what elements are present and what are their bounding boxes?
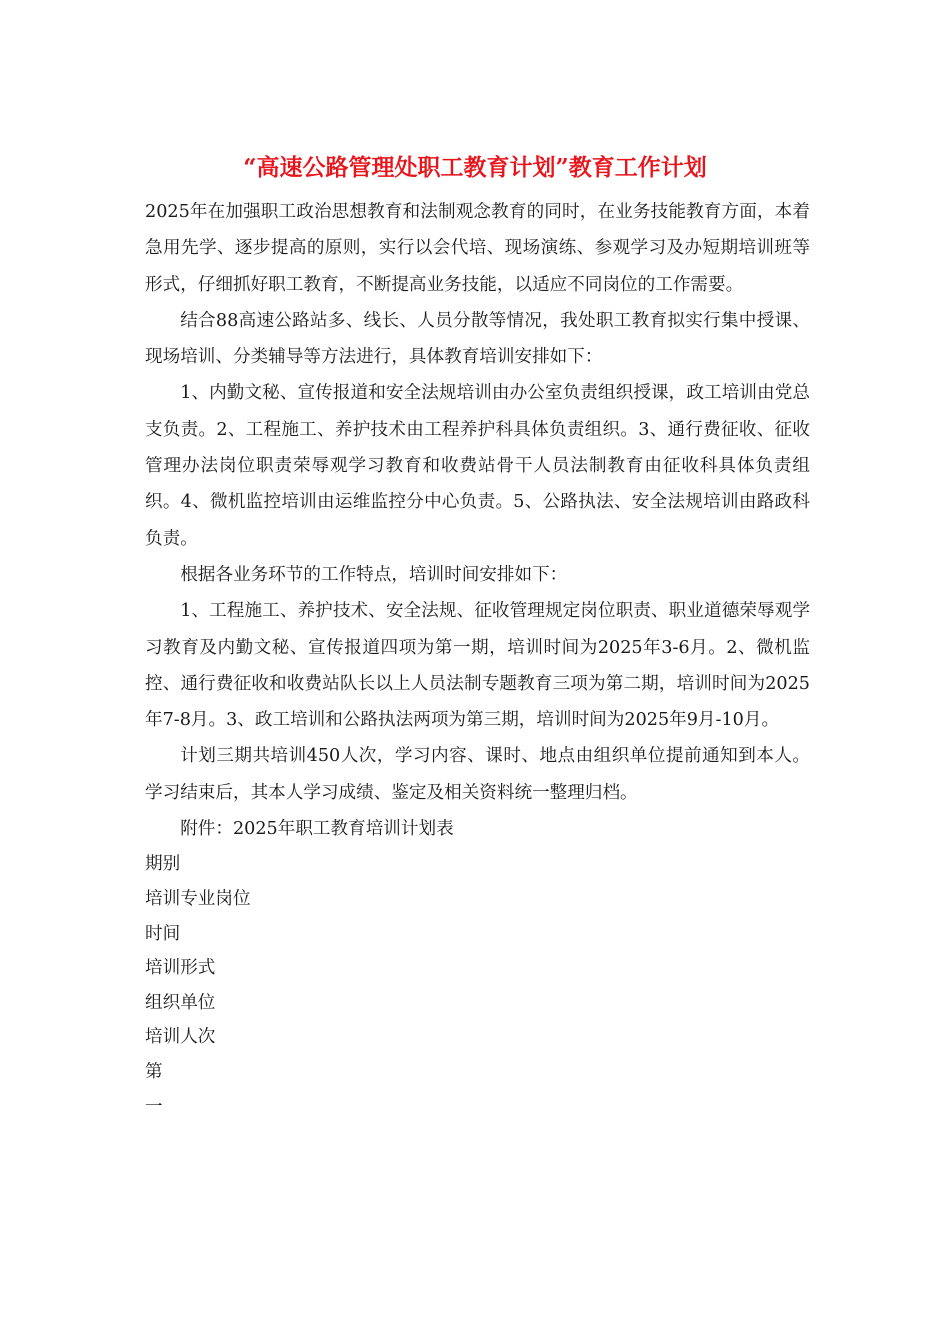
table-header-form: 培训形式 [145,958,216,979]
paragraph-schedule: 1、工程施工、养护技术、安全法规、征收管理规定岗位职责、职业道德荣辱观学习教育及内勤文秘、宣传报道四项为第一期，培训时间为2025年3-6月。2、微机监控、通行费征收和收费站队长以上人员法制专题教育三项为第二期，培训时间为2025年7-8月。3、政工培训和公路执法两项为第三期，培训时间为2025年9月-10月。 [145,601,810,731]
table-cell-di: 第 [145,1061,163,1082]
paragraph-total: 计划三期共培训450人次，学习内容、课时、地点由组织单位提前通知到本人。学习结束后，其本人学习成绩、鉴定及相关资料统一整理归档。 [145,746,810,803]
document-title: “高速公路管理处职工教育计划”教育工作计划 [243,154,707,181]
paragraph-method: 结合88高速公路站多、线长、人员分散等情况，我处职工教育拟实行集中授课、现场培训、分类辅导等方法进行，具体教育培训安排如下： [145,310,810,368]
paragraph-schedule-intro: 根据各业务环节的工作特点，培训时间安排如下： [180,564,568,585]
paragraph-attachment: 附件：2025年职工教育培训计划表 [180,819,454,840]
table-header-period: 期别 [145,854,181,875]
table-header-time: 时间 [145,923,181,944]
table-header-count: 培训人次 [145,1027,216,1048]
table-header-post: 培训专业岗位 [145,888,251,909]
table-cell-yi: 一 [145,1096,163,1117]
table-header-unit: 组织单位 [145,992,216,1013]
document-body [145,194,810,1124]
paragraph-intro: 2025年在加强职工政治思想教育和法制观念教育的同时，在业务技能教育方面，本着急用先学、逐步提高的原则，实行以会代培、现场演练、参观学习及办短期培训班等形式，仔细抓好职工教育，不断提高业务技能，以适应不同岗位的工作需要。 [145,202,810,295]
paragraph-responsibility: 1、内勤文秘、宣传报道和安全法规培训由办公室负责组织授课，政工培训由党总支负责。2、工程施工、养护技术由工程养护科具体负责组织。3、通行费征收、征收管理办法岗位职责荣辱观学习教育和收费站骨干人员法制教育由征收科具体负责组织。4、微机监控培训由运维监控分中心负责。5、公路执法、安全法规培训由路政科负责。 [145,383,810,549]
